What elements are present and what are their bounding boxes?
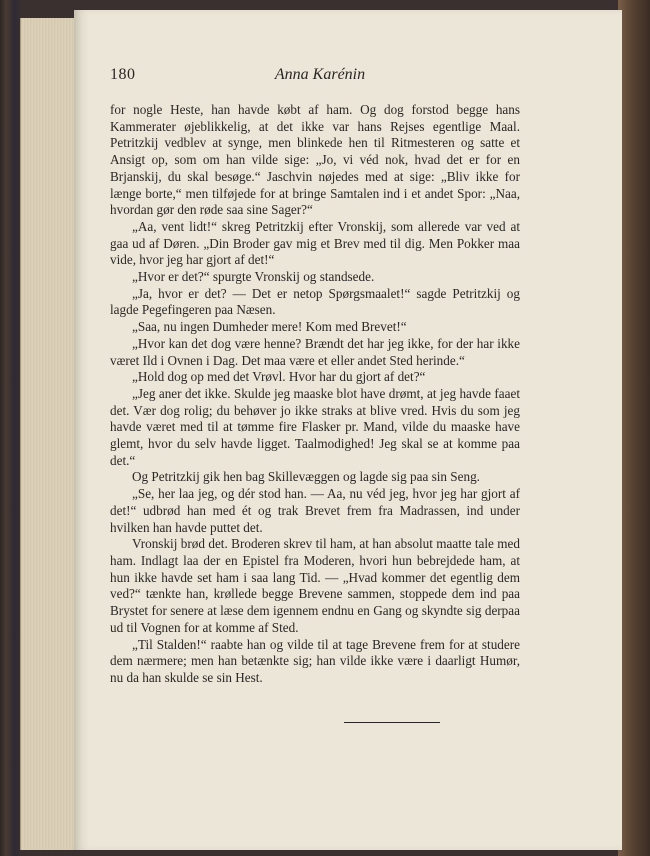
paragraph: „Jeg aner det ikke. Skulde jeg maaske blot have drømt, at jeg havde faaet det. Vær dog rolig; du behøver jo ikke straks at blive vred. Hvis du som jeg havde været med til at tømme fire Flasker pr. Mand, vilde du maaske have glemt, hvor du selv havde ligget. Taalmodighed! Jeg skal se at komme paa det.“ — [110, 385, 520, 468]
paragraph: Vronskij brød det. Broderen skrev til ham, at han absolut maatte tale med ham. Indlagt laa der en Epistel fra Moderen, hvori hun bebrejdede ham, at hun ikke havde set ham i saa lang Tid. — „Hvad kommer det egentlig dem ved?“ tænkte han, krøllede begge Brevene sammen, stoppede dem ind paa Brystet for senere at læse dem igennem endnu en Gang og skyndte sig derpaa ud til Vognen for at komme af Sted. — [110, 536, 520, 635]
paragraph: „Hold dog op med det Vrøvl. Hvor har du gjort af det?“ — [132, 369, 426, 385]
body-text — [110, 102, 520, 687]
paragraph: „Aa, vent lidt!“ skreg Petritzkij efter Vronskij, som allerede var ved at gaa ud af Døren. „Din Broder gav mig et Brev med til dig. Men Pokker maa vide, hvor jeg har gjort af det!“ — [110, 218, 520, 268]
page-header — [110, 60, 530, 90]
paragraph: „Saa, nu ingen Dumheder mere! Kom med Brevet!“ — [132, 319, 407, 335]
paragraph: „Hvor er det?“ spurgte Vronskij og standsede. — [132, 269, 375, 285]
page-edges — [20, 18, 81, 850]
section-end-rule — [344, 722, 440, 723]
page-number: 180 — [110, 66, 136, 83]
paragraph: „Ja, hvor er det? — Det er netop Spørgsmaalet!“ sagde Petritzkij og lagde Pegefingeren paa Næsen. — [110, 285, 520, 318]
paragraph: for nogle Heste, han havde købt af ham. Og dog forstod begge hans Kammerater øjeblikkelig, at det ikke var hans Rejses egentlige Maal. Petritzkij vedblev at synge, men blinkede hen til Ritmesteren og satte et Ansigt op, som om han vilde sige: „Jo, vi véd nok, hvad det er for en Brjanskij, du skal besøge.“ Jaschvin nøjedes med at sige: „Bliv ikke for længe borte,“ men tilføjede for at bringe Samtalen ind i et andet Spor: „Naa, hvordan gør den røde saa sine Sager?“ — [110, 102, 520, 218]
running-title: Anna Karénin — [274, 66, 366, 83]
paragraph: Og Petritzkij gik hen bag Skillevæggen og lagde sig paa sin Seng. — [132, 469, 480, 485]
paragraph: „Til Stalden!“ raabte han og vilde til at tage Brevene frem for at studere dem nærmere; men han betænkte sig; han vilde ikke være i daarligt Humør, nu da han skulde se sin Hest. — [110, 636, 520, 685]
paragraph: „Se, her laa jeg, og dér stod han. — Aa, nu véd jeg, hvor jeg har gjort af det!“ udbrød han med ét og trak Brevet frem fra Madrassen, ind under hvilken han havde puttet det. — [110, 486, 520, 535]
book-cover-edge — [618, 0, 650, 856]
paragraph: „Hvor kan det dog være henne? Brændt det har jeg ikke, for der har ikke været Ild i Ovnen i Dag. Det maa være et eller andet Sted herinde.“ — [110, 335, 520, 368]
